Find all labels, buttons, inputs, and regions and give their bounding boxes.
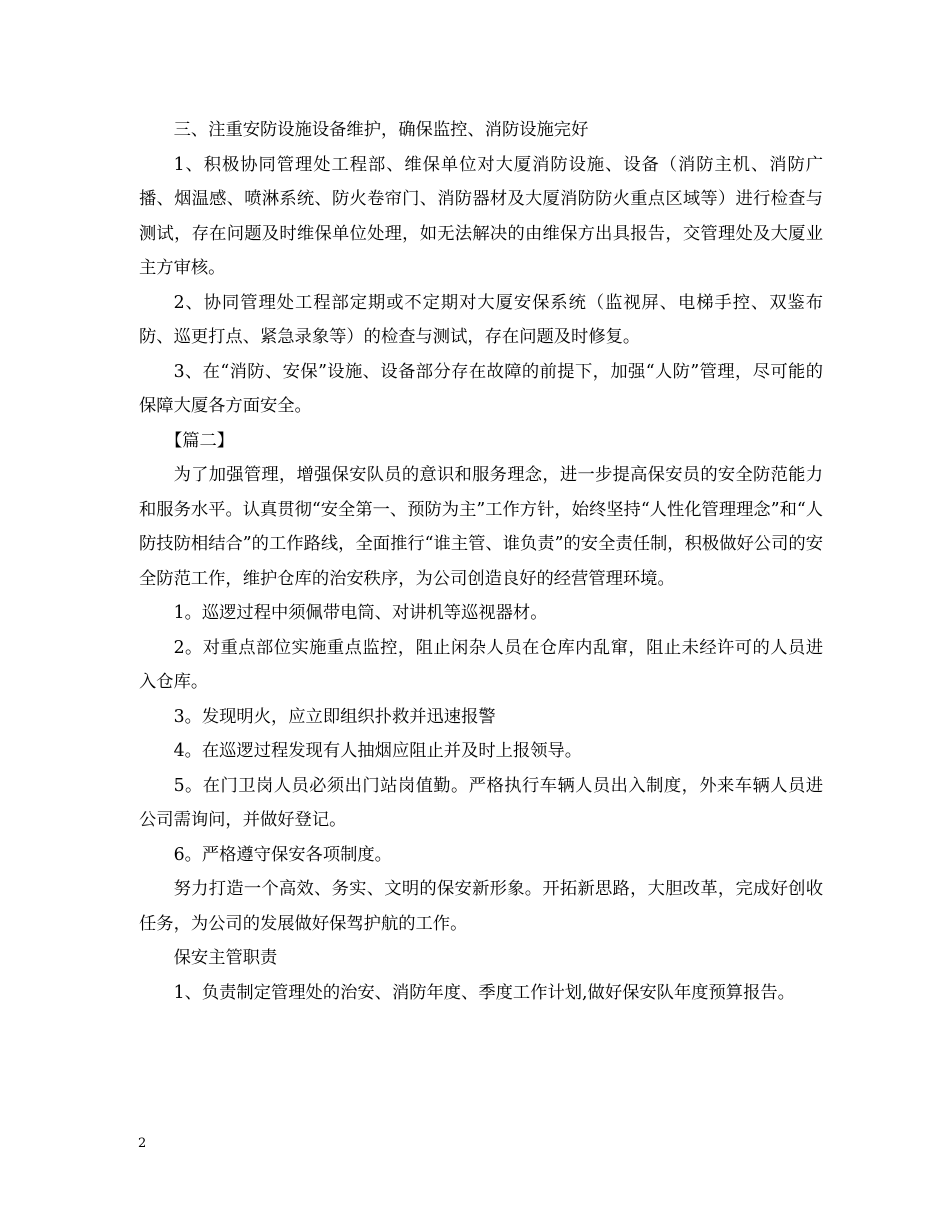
section-heading: 三、注重安防设施设备维护，确保监控、消防设施完好 [173,120,589,140]
part-heading: 【篇二】 [164,430,235,451]
list-item: 5。在门卫岗人员必须出门站岗值勤。严格执行车辆人员出入制度，外来车辆人员进公司需询问，并做好登记。 [139,775,823,830]
page-number: 2 [138,1136,147,1151]
paragraph: 2、协同管理处工程部定期或不定期对大厦安保系统（监视屏、电梯手控、双鉴布防、巡更打点、紧急录象等）的检查与测试，存在问题及时修复。 [139,292,823,347]
paragraph: 1、负责制定管理处的治安、消防年度、季度工作计划,做好保安队年度预算报告。 [173,982,795,1003]
list-item: 2。对重点部位实施重点监控，阻止闲杂人员在仓库内乱窜，阻止未经许可的人员进入仓库。 [139,637,823,692]
section-heading: 保安主管职责 [173,948,278,968]
list-item: 4。在巡逻过程发现有人抽烟应阻止并及时上报领导。 [173,741,583,761]
list-item: 3。发现明火，应立即组织扑救并迅速报警 [173,706,496,727]
document-body [139,113,823,1010]
list-item: 1。巡逻过程中须佩带电筒、对讲机等巡视器材。 [173,603,548,623]
list-item: 6。严格遵守保安各项制度。 [173,844,392,865]
paragraph: 3、在“消防、安保”设施、设备部分存在故障的前提下，加强“人防”管理，尽可能的保障大厦各方面安全。 [139,361,823,416]
paragraph: 努力打造一个高效、务实、文明的保安新形象。开拓新思路，大胆改革，完成好创收任务，为公司的发展做好保驾护航的工作。 [139,879,823,934]
paragraph: 1、积极协同管理处工程部、维保单位对大厦消防设施、设备（消防主机、消防广播、烟温感、喷淋系统、防火卷帘门、消防器材及大厦消防防火重点区域等）进行检查与测试，存在问题及时维保单位处理，如无法解决的由维保方出具报告，交管理处及大厦业主方审核。 [139,154,823,278]
paragraph: 为了加强管理，增强保安队员的意识和服务理念，进一步提高保安员的安全防范能力和服务水平。认真贯彻“安全第一、预防为主”工作方针，始终坚持“人性化管理理念”和“人防技防相结合”的工作路线，全面推行“谁主管、谁负责”的安全责任制，积极做好公司的安全防范工作，维护仓库的治安秩序，为公司创造良好的经营管理环境。 [139,465,823,589]
